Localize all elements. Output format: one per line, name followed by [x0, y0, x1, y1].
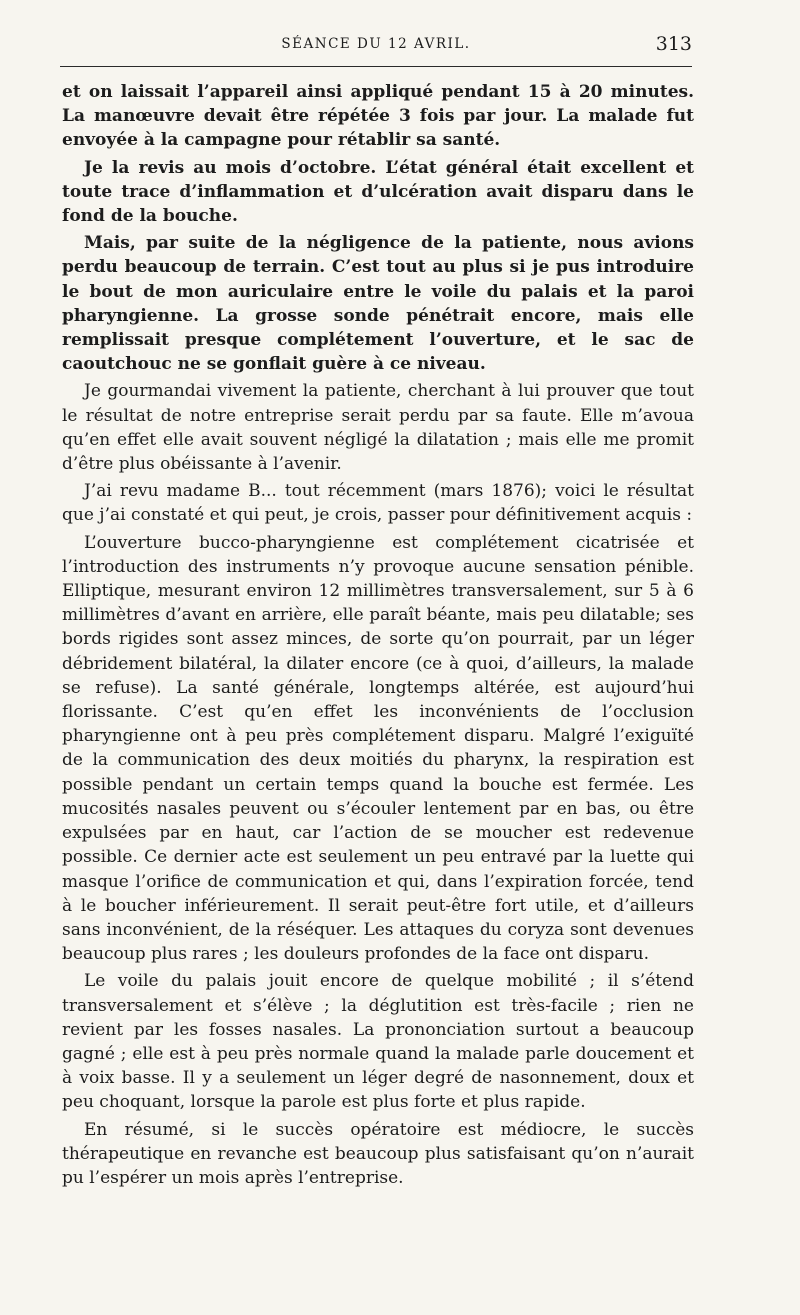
- body-text: [62, 80, 694, 1193]
- paragraph-4: Je gourmandai vivement la patiente, cherchant à lui prouver que tout le résultat de notre entreprise serait perdu par sa faute. Elle m’avoua qu’en effet elle avait souvent négligé la dilatation ; mais elle me promit d’être plus obéissante à l’avenir.: [62, 381, 694, 475]
- page-number: 313: [655, 33, 692, 55]
- running-header: [60, 30, 692, 58]
- paragraph-1: et on laissait l’appareil ainsi appliqué pendant 15 à 20 minutes. La manœuvre devait être répétée 3 fois par jour. La malade fut envoyée à la campagne pour rétablir sa santé.: [62, 82, 694, 151]
- paragraph-8: En résumé, si le succès opératoire est médiocre, le succès thérapeutique en revanche est beaucoup plus satisfaisant qu’on n’aurait pu l’espérer un mois après l’entreprise.: [62, 1119, 694, 1188]
- paragraph-2: Je la revis au mois d’octobre. L’état général était excellent et toute trace d’inflammation et d’ulcération avait disparu dans le fond de la bouche.: [62, 157, 694, 227]
- paragraph-6: L’ouverture bucco-pharyngienne est complétement cicatrisée et l’introduction des instruments n’y provoque aucune sensation pénible. Elliptique, mesurant environ 12 millimètres transversalement, sur 5 à 6 millimètres d’avant en arrière, elle paraît béante, mais peu dilatable; ses bords rigides sont assez minces, de sorte qu’on pourrait, par un léger débridement bilatéral, la dilater encore (ce à quoi, d’ailleurs, la malade se refuse). La santé générale, longtemps altérée, est aujourd’hui florissante. C’est qu’en effet les inconvénients de l’occlusion pharyngienne ont à peu près complétement disparu. Malgré l’exiguïté de la communication des deux moitiés du pharynx, la respiration est possible pendant un certain temps quand la bouche est fermée. Les mucosités nasales peuvent ou s’écouler lentement par en bas, ou être expulsées par en haut, car l’action de se moucher est redevenue possible. Ce dernier acte est seulement un peu entravé par la luette qui masque l’orifice de communication et qui, dans l’expiration forcée, tend à le boucher inférieurement. Il serait peut-être fort utile, et d’ailleurs sans inconvénient, de la réséquer. Les attaques du coryza sont devenues beaucoup plus rares ; les douleurs profondes de la face ont disparu.: [62, 532, 694, 965]
- paragraph-7: Le voile du palais jouit encore de quelque mobilité ; il s’étend transversalement et s’élève ; la déglutition est très-facile ; rien ne revient par les fosses nasales. La prononciation surtout a beaucoup gagné ; elle est à peu près normale quand la malade parle doucement et à voix basse. Il y a seulement un léger degré de nasonnement, doux et peu choquant, lorsque la parole est plus forte et plus rapide.: [62, 971, 694, 1113]
- paragraph-3: Mais, par suite de la négligence de la patiente, nous avions perdu beaucoup de terrain. C’est tout au plus si je pus introduire le bout de mon auriculaire entre le voile du palais et la paroi pharyngienne. La grosse sonde pénétrait encore, mais elle remplissait presque complétement l’ouverture, et le sac de caoutchouc ne se gonflait guère à ce niveau.: [62, 233, 694, 375]
- header-rule: [60, 66, 692, 67]
- paragraph-5: J’ai revu madame B... tout récemment (mars 1876); voici le résultat que j’ai constaté et qui peut, je crois, passer pour définitivement acquis :: [62, 481, 694, 526]
- running-title: SÉANCE DU 12 AVRIL.: [281, 36, 471, 52]
